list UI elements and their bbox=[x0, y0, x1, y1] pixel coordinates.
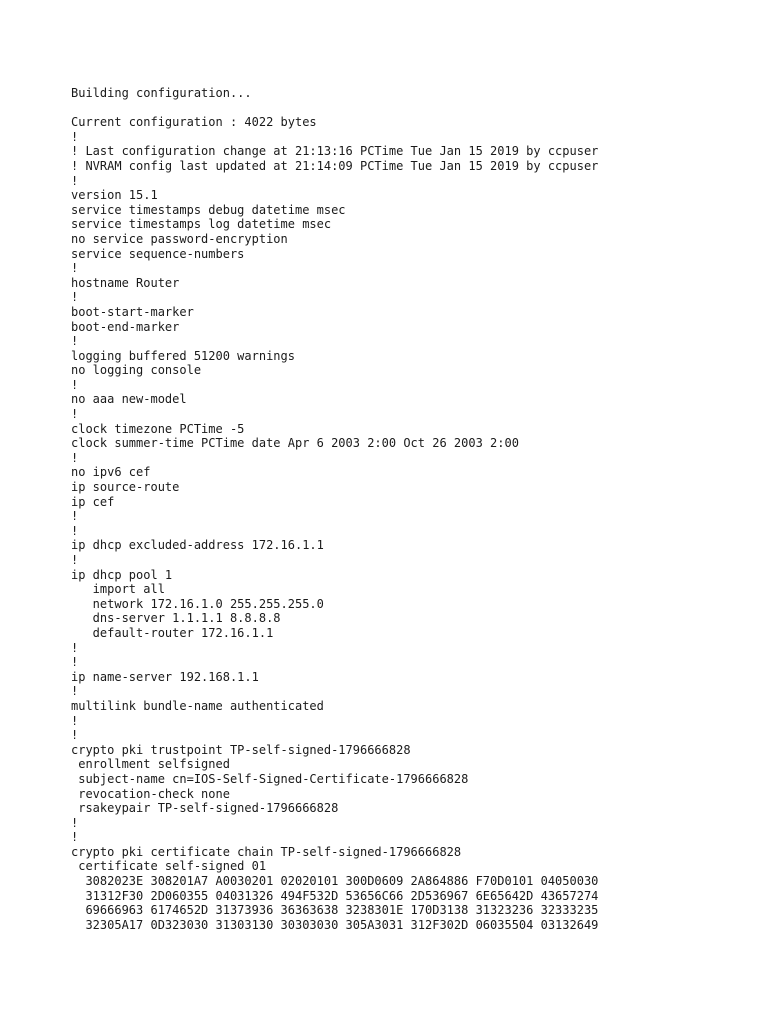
config-line: ! bbox=[71, 815, 79, 830]
config-line: hostname Router bbox=[71, 275, 180, 290]
config-line: service timestamps debug datetime msec bbox=[71, 202, 346, 217]
config-line: service timestamps log datetime msec bbox=[71, 217, 332, 232]
config-line: no service password-encryption bbox=[71, 231, 288, 246]
config-line: 31312F30 2D060355 04031326 494F532D 53656C66 2D536967 6E65642D 43657274 bbox=[71, 888, 599, 903]
config-line: crypto pki certificate chain TP-self-signed-1796666828 bbox=[71, 844, 462, 859]
config-line: ip cef bbox=[71, 494, 115, 509]
config-line: logging buffered 51200 warnings bbox=[71, 348, 295, 363]
config-line: clock timezone PCTime -5 bbox=[71, 421, 245, 436]
config-line: ip source-route bbox=[71, 480, 180, 495]
config-line: version 15.1 bbox=[71, 188, 158, 203]
config-line: ip name-server 192.168.1.1 bbox=[71, 669, 259, 684]
config-line: ! bbox=[71, 830, 79, 845]
config-line: enrollment selfsigned bbox=[71, 757, 230, 772]
config-line: subject-name cn=IOS-Self-Signed-Certificate-1796666828 bbox=[71, 771, 469, 786]
config-line: 3082023E 308201A7 A0030201 02020101 300D0609 2A864886 F70D0101 04050030 bbox=[71, 874, 599, 889]
config-line: ! bbox=[71, 553, 79, 567]
config-line: no ipv6 cef bbox=[71, 465, 151, 480]
config-line: import all bbox=[71, 582, 165, 597]
config-line: ! bbox=[71, 509, 79, 524]
config-line: ! bbox=[71, 655, 79, 670]
config-line: ! bbox=[71, 173, 79, 188]
config-line: Current configuration : 4022 bytes bbox=[71, 115, 317, 130]
config-line: revocation-check none bbox=[71, 786, 230, 801]
config-line: default-router 172.16.1.1 bbox=[71, 625, 274, 640]
config-line: Building configuration... bbox=[71, 86, 252, 100]
config-line bbox=[71, 101, 598, 116]
config-line: ip dhcp excluded-address 172.16.1.1 bbox=[71, 538, 324, 553]
config-line: certificate self-signed 01 bbox=[71, 859, 267, 874]
config-line: ! bbox=[71, 290, 79, 305]
config-line: ! bbox=[71, 407, 79, 422]
config-line: boot-start-marker bbox=[71, 304, 194, 319]
config-line: dns-server 1.1.1.1 8.8.8.8 bbox=[71, 611, 281, 626]
config-line: ! bbox=[71, 261, 79, 276]
config-line: network 172.16.1.0 255.255.255.0 bbox=[71, 596, 324, 611]
config-line: 69666963 6174652D 31373936 36363638 3238301E 170D3138 31323236 32333235 bbox=[71, 903, 599, 918]
config-line: ! bbox=[71, 728, 79, 743]
config-line: service sequence-numbers bbox=[71, 246, 245, 261]
config-line: no aaa new-model bbox=[71, 392, 187, 407]
config-line: ! bbox=[71, 640, 79, 655]
config-line: multilink bundle-name authenticated bbox=[71, 698, 324, 713]
config-line: ! bbox=[71, 450, 79, 465]
config-line: boot-end-marker bbox=[71, 319, 180, 334]
config-line: ! bbox=[71, 334, 79, 349]
running-config-text bbox=[71, 86, 598, 932]
config-line: ! bbox=[71, 713, 79, 728]
config-line: no logging console bbox=[71, 363, 202, 378]
config-line: 32305A17 0D323030 31303130 30303030 305A3031 312F302D 06035504 03132649 bbox=[71, 917, 599, 932]
config-line: ! bbox=[71, 377, 79, 392]
config-line: ! Last configuration change at 21:13:16 PCTime Tue Jan 15 2019 by ccpuser bbox=[71, 144, 599, 159]
config-line: ! bbox=[71, 684, 79, 699]
config-line: ! bbox=[71, 129, 79, 144]
config-line: clock summer-time PCTime date Apr 6 2003 2:00 Oct 26 2003 2:00 bbox=[71, 436, 519, 451]
config-line: crypto pki trustpoint TP-self-signed-1796666828 bbox=[71, 742, 411, 757]
config-line: ! NVRAM config last updated at 21:14:09 PCTime Tue Jan 15 2019 by ccpuser bbox=[71, 158, 599, 173]
config-line: ip dhcp pool 1 bbox=[71, 567, 173, 582]
config-line: ! bbox=[71, 523, 79, 538]
config-line: rsakeypair TP-self-signed-1796666828 bbox=[71, 801, 339, 816]
